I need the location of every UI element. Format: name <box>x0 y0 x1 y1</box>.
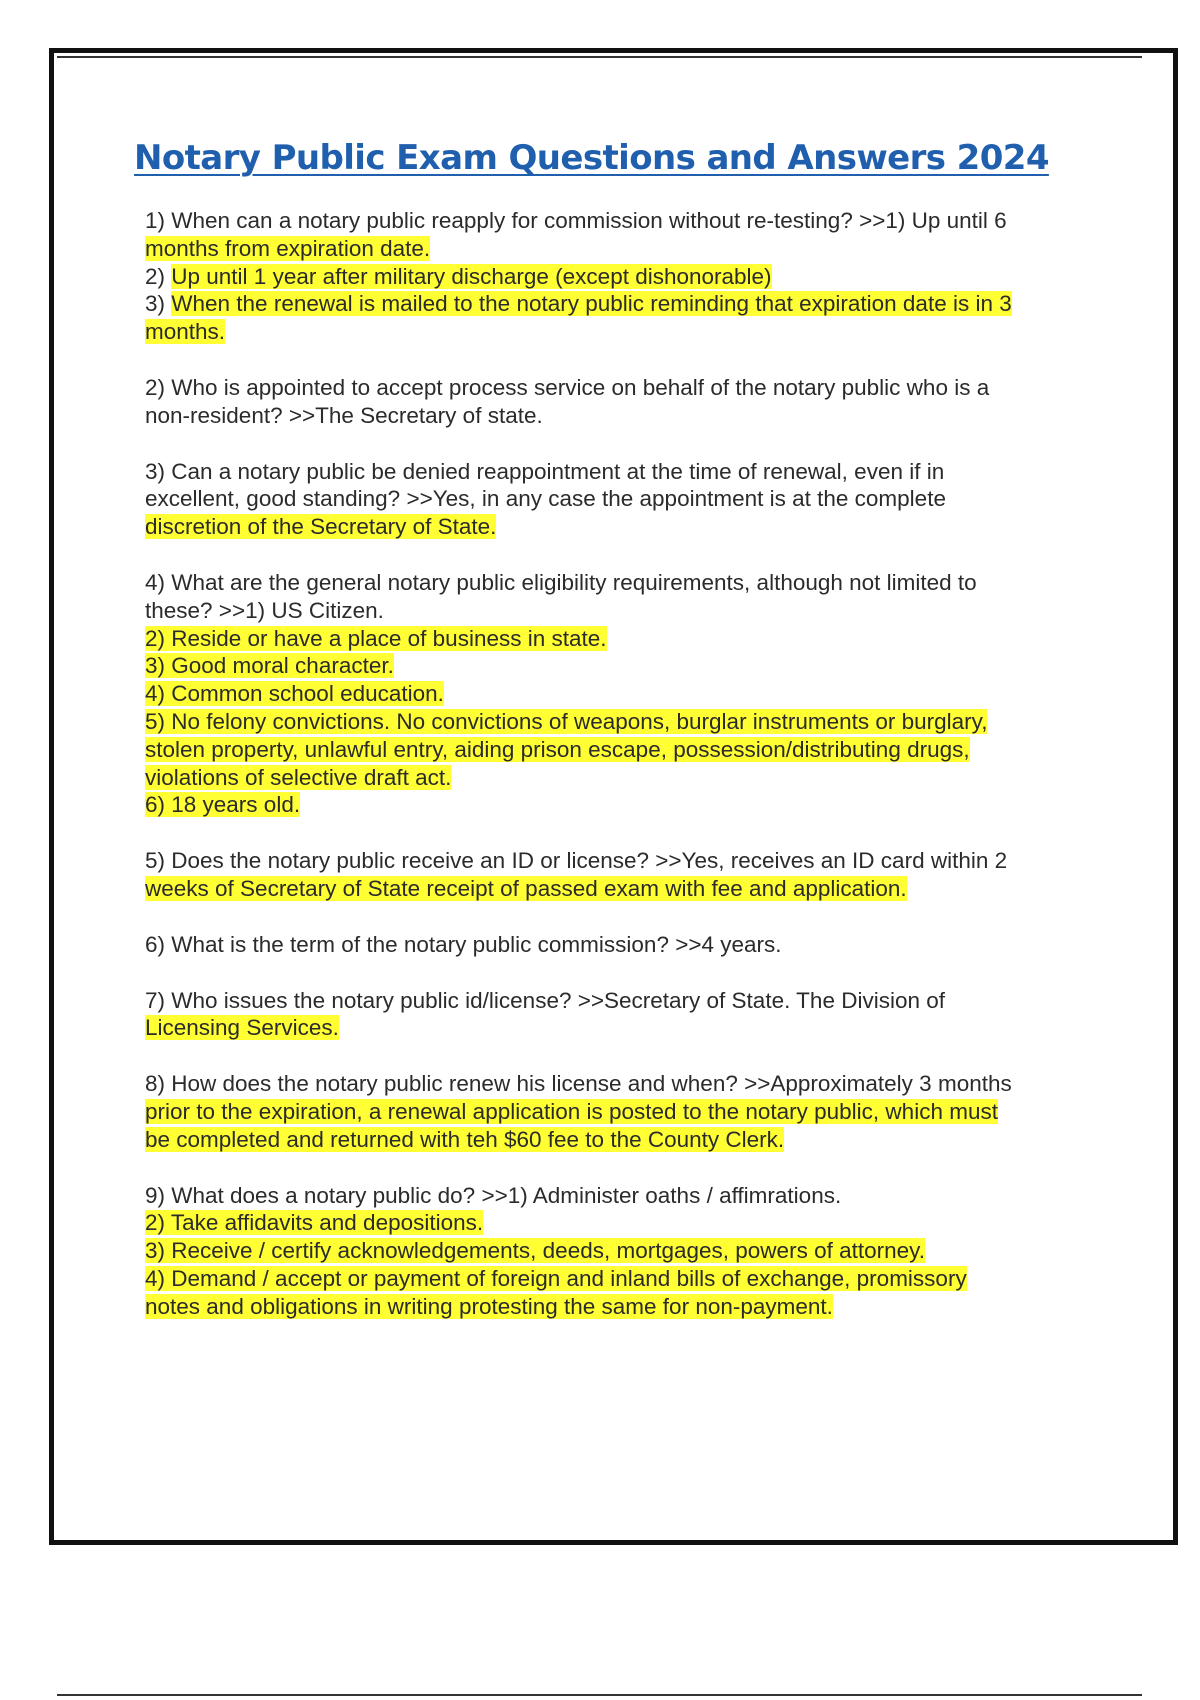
highlighted-text: Up until 1 year after military discharge (except dishonorable) <box>171 263 772 289</box>
qa-line <box>145 736 1080 764</box>
highlighted-text: be completed and returned with teh $60 fee to the County Clerk. <box>145 1126 785 1152</box>
qa-list <box>145 207 1080 1349</box>
highlighted-text: 4) Common school education. <box>145 681 444 707</box>
highlighted-text: When the renewal is mailed to the notary public reminding that expiration date is in 3 <box>171 291 1012 317</box>
plain-text: 4) What are the general notary public eligibility requirements, although not limited to <box>145 569 977 595</box>
qa-line <box>145 485 1080 513</box>
qa-line <box>145 764 1080 792</box>
qa-line <box>145 458 1080 486</box>
qa-line <box>145 1182 1080 1210</box>
highlighted-text: 2) Take affidavits and depositions. <box>145 1210 484 1236</box>
plain-text: 7) Who issues the notary public id/license? >>Secretary of State. The Division of <box>145 987 945 1013</box>
qa-line <box>145 1237 1080 1265</box>
highlighted-text: 2) Reside or have a place of business in state. <box>145 625 607 651</box>
qa-line <box>145 1098 1080 1126</box>
qa-line <box>145 235 1080 263</box>
qa-item <box>145 207 1080 346</box>
qa-item <box>145 987 1080 1043</box>
bottom-rule <box>57 1694 1142 1696</box>
plain-text: 2) Who is appointed to accept process service on behalf of the notary public who is a <box>145 374 990 400</box>
plain-text: these? >>1) US Citizen. <box>145 597 384 623</box>
qa-line <box>145 791 1080 819</box>
highlighted-text: 5) No felony convictions. No convictions of weapons, burglar instruments or burglary, <box>145 708 988 734</box>
plain-text: 9) What does a notary public do? >>1) Administer oaths / affimrations. <box>145 1182 842 1208</box>
highlighted-text: stolen property, unlawful entry, aiding prison escape, possession/distributing drugs, <box>145 736 970 762</box>
qa-line <box>145 1126 1080 1154</box>
qa-line <box>145 987 1080 1015</box>
document-title: Notary Public Exam Questions and Answers 2024 <box>134 138 1049 178</box>
top-rule <box>57 56 1142 58</box>
plain-text: non-resident? >>The Secretary of state. <box>145 402 543 428</box>
qa-line <box>145 263 1080 291</box>
qa-line <box>145 569 1080 597</box>
highlighted-text: discretion of the Secretary of State. <box>145 514 497 540</box>
highlighted-text: Licensing Services. <box>145 1015 339 1041</box>
highlighted-text: months from expiration date. <box>145 235 431 261</box>
qa-item <box>145 847 1080 903</box>
qa-item <box>145 1182 1080 1321</box>
plain-text: 3) Can a notary public be denied reappointment at the time of renewal, even if in <box>145 458 945 484</box>
plain-text: 1) When can a notary public reapply for commission without re-testing? >>1) Up until 6 <box>145 208 1007 233</box>
qa-item <box>145 931 1080 959</box>
qa-line <box>145 652 1080 680</box>
qa-item <box>145 569 1080 819</box>
qa-line <box>145 847 1080 875</box>
qa-line <box>145 931 1080 959</box>
qa-line <box>145 318 1080 346</box>
plain-text: 2) <box>145 263 172 289</box>
highlighted-text: notes and obligations in writing protesting the same for non-payment. <box>145 1293 833 1319</box>
plain-text: excellent, good standing? >>Yes, in any case the appointment is at the complete <box>145 486 946 512</box>
qa-item <box>145 1070 1080 1153</box>
qa-line <box>145 374 1080 402</box>
qa-line <box>145 1209 1080 1237</box>
highlighted-text: 6) 18 years old. <box>145 792 301 818</box>
highlighted-text: 3) Receive / certify acknowledgements, deeds, mortgages, powers of attorney. <box>145 1238 925 1264</box>
qa-line <box>145 1014 1080 1042</box>
qa-line <box>145 207 1080 235</box>
qa-line <box>145 513 1080 541</box>
qa-line <box>145 680 1080 708</box>
qa-line <box>145 290 1080 318</box>
plain-text: 8) How does the notary public renew his license and when? >>Approximately 3 months <box>145 1071 1012 1097</box>
highlighted-text: weeks of Secretary of State receipt of passed exam with fee and application. <box>145 875 907 901</box>
qa-line <box>145 875 1080 903</box>
qa-line <box>145 1070 1080 1098</box>
qa-line <box>145 1265 1080 1293</box>
plain-text: 5) Does the notary public receive an ID or license? >>Yes, receives an ID card within 2 <box>145 848 1008 874</box>
highlighted-text: 3) Good moral character. <box>145 653 394 679</box>
highlighted-text: violations of selective draft act. <box>145 764 452 790</box>
plain-text: 3) <box>145 291 172 317</box>
qa-line <box>145 625 1080 653</box>
qa-item <box>145 374 1080 430</box>
highlighted-text: months. <box>145 319 226 345</box>
qa-line <box>145 1293 1080 1321</box>
qa-line <box>145 402 1080 430</box>
qa-item <box>145 458 1080 541</box>
qa-line <box>145 597 1080 625</box>
highlighted-text: 4) Demand / accept or payment of foreign and inland bills of exchange, promissory <box>145 1265 967 1291</box>
highlighted-text: prior to the expiration, a renewal application is posted to the notary public, which must <box>145 1098 998 1124</box>
plain-text: 6) What is the term of the notary public commission? >>4 years. <box>145 931 782 957</box>
qa-line <box>145 708 1080 736</box>
